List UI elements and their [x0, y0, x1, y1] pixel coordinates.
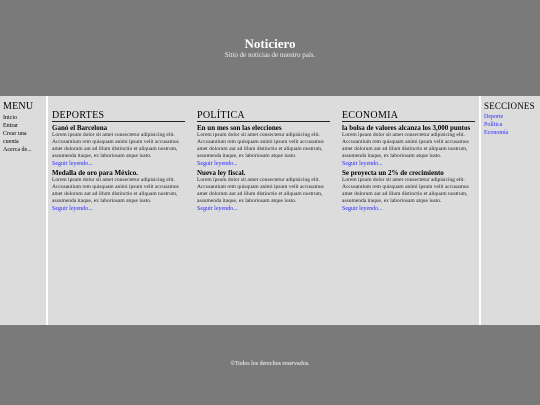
article: [52, 124, 185, 168]
site-footer: [0, 325, 540, 405]
article-title: la bolsa de valores alcanza los 3,000 puntos: [342, 124, 471, 132]
menu-item-inicio[interactable]: Inicio: [3, 115, 17, 121]
main-content: [48, 96, 479, 325]
section-link-deporte[interactable]: Deporte: [484, 114, 504, 120]
article-title: Se proyecta un 2% de crecimiento: [342, 169, 444, 177]
article-body: Lorem ipsum dolor sit amet consectetur adipisicing elit. Accusantium rem quisquam animi ipsum velit accusamus amet dolorum aut ad illum distinctio et aliquam nostrum, assumenda itaque, ex laboriosam atque iusto.: [197, 132, 324, 159]
read-more-link[interactable]: Seguir leyendo...: [197, 161, 238, 167]
article-title: Nueva ley fiscal.: [197, 169, 246, 177]
article: [342, 124, 475, 168]
section-heading: DEPORTES: [52, 110, 185, 122]
section-link-economia[interactable]: Economía: [484, 130, 509, 136]
article-body: Lorem ipsum dolor sit amet consectetur adipisicing elit. Accusantium rem quisquam animi ipsum velit accusamus amet dolorum aut ad illum distinctio et aliquam nostrum, assumenda itaque, ex laboriosam atque iusto.: [52, 132, 179, 159]
article: [197, 124, 330, 168]
article-title: En un mes son las elecciones: [197, 124, 282, 132]
read-more-link[interactable]: Seguir leyendo...: [52, 206, 93, 212]
read-more-link[interactable]: Seguir leyendo...: [342, 161, 383, 167]
site-header: [0, 0, 540, 96]
footer-copyright: ©Todos los derechos reservados.: [230, 361, 310, 367]
sections-heading: SECCIONES: [484, 101, 535, 111]
article-body: Lorem ipsum dolor sit amet consectetur adipisicing elit. Accusantium rem quisquam animi ipsum velit accusamus amet dolorum aut ad illum distinctio et aliquam nostrum, assumenda itaque, ex laboriosam atque iusto.: [52, 177, 179, 204]
section-link-politica[interactable]: Política: [484, 122, 503, 128]
section-deportes: [52, 110, 185, 214]
menu-item-crear-cuenta[interactable]: Crear una cuenta: [3, 131, 27, 145]
menu-heading: MENU: [3, 101, 34, 112]
site-subtitle: Sitio de noticias de nuestro país.: [224, 51, 316, 59]
read-more-link[interactable]: Seguir leyendo...: [197, 206, 238, 212]
read-more-link[interactable]: Seguir leyendo...: [52, 161, 93, 167]
sections-sidebar: [481, 96, 540, 325]
section-heading: ECONOMIA: [342, 110, 475, 122]
section-politica: [197, 110, 330, 214]
section-economia: [342, 110, 475, 214]
menu-sidebar: [0, 96, 46, 325]
site-title: Noticiero: [244, 36, 296, 51]
section-heading: POLÍTICA: [197, 110, 330, 122]
article-title: Medalla de oro para México.: [52, 169, 138, 177]
menu-item-acerca-de[interactable]: Acerca de...: [3, 147, 32, 153]
article-body: Lorem ipsum dolor sit amet consectetur adipisicing elit. Accusantium rem quisquam animi ipsum velit accusamus amet dolorum aut ad illum distinctio et aliquam nostrum, assumenda itaque, ex laboriosam atque iusto.: [342, 177, 469, 204]
article-body: Lorem ipsum dolor sit amet consectetur adipisicing elit. Accusantium rem quisquam animi ipsum velit accusamus amet dolorum aut ad illum distinctio et aliquam nostrum, assumenda itaque, ex laboriosam atque iusto.: [197, 177, 324, 204]
article: [52, 169, 185, 213]
article-body: Lorem ipsum dolor sit amet consectetur adipisicing elit. Accusantium rem quisquam animi ipsum velit accusamus amet dolorum aut ad illum distinctio et aliquam nostrum, assumenda itaque, ex laboriosam atque iusto.: [342, 132, 469, 159]
article: [197, 169, 330, 213]
article: [342, 169, 475, 213]
read-more-link[interactable]: Seguir leyendo...: [342, 206, 383, 212]
menu-item-entrar[interactable]: Entrar: [3, 123, 18, 129]
article-title: Ganó el Barcelona: [52, 124, 108, 132]
